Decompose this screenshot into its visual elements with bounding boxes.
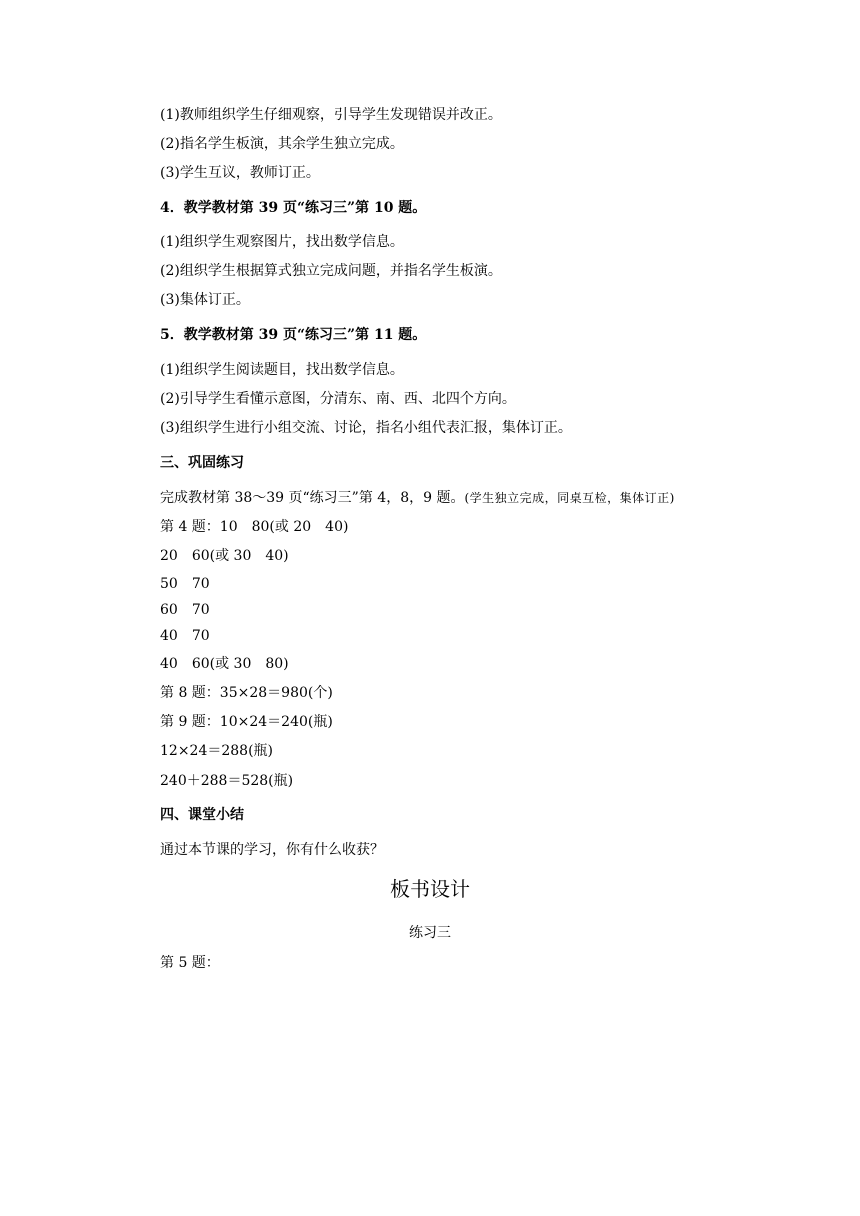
text-line: (2)指名学生板演，其余学生独立完成。 xyxy=(160,136,404,152)
answer-line: 50 70 xyxy=(160,576,210,592)
text-line: (1)教师组织学生仔细观察，引导学生发现错误并改正。 xyxy=(160,107,502,123)
answer-line: 第 4 题：10 80(或 20 40) xyxy=(160,519,349,535)
section-heading: 四、课堂小结 xyxy=(160,807,244,823)
answer-line: 60 70 xyxy=(160,602,210,618)
answer-line: 40 70 xyxy=(160,628,210,644)
board-design-subtitle: 练习三 xyxy=(409,925,451,941)
text-line: (2)组织学生根据算式独立完成问题，并指名学生板演。 xyxy=(160,263,502,279)
answer-line: 第 8 题：35×28＝980(个) xyxy=(160,685,333,701)
text-line xyxy=(160,489,675,507)
text-line: (1)组织学生观察图片，找出数学信息。 xyxy=(160,234,404,250)
answer-line: 20 60(或 30 40) xyxy=(160,548,289,564)
text-line-main: 完成教材第 38～39 页“练习三”第 4，8，9 题。 xyxy=(160,490,465,506)
board-design-title: 板书设计 xyxy=(390,877,470,901)
answer-line: 240＋288＝528(瓶) xyxy=(160,773,294,789)
section-heading: 三、巩固练习 xyxy=(160,455,244,471)
section-heading: 5．教学教材第 39 页“练习三”第 11 题。 xyxy=(160,327,427,343)
text-line: (1)组织学生阅读题目，找出数学信息。 xyxy=(160,362,404,378)
text-line: (3)组织学生进行小组交流、讨论，指名小组代表汇报，集体订正。 xyxy=(160,420,572,436)
text-line: (3)学生互议，教师订正。 xyxy=(160,165,320,181)
text-line: (3)集体订正。 xyxy=(160,292,250,308)
text-line: (2)引导学生看懂示意图，分清东、南、西、北四个方向。 xyxy=(160,391,516,407)
answer-line: 40 60(或 30 80) xyxy=(160,656,289,672)
answer-line: 12×24＝288(瓶) xyxy=(160,743,274,759)
text-line-note: (学生独立完成，同桌互检，集体订正) xyxy=(464,491,675,505)
text-line: 通过本节课的学习，你有什么收获？ xyxy=(160,842,384,858)
section-heading: 4．教学教材第 39 页“练习三”第 10 题。 xyxy=(160,200,427,216)
board-design-item: 第 5 题： xyxy=(160,955,220,971)
answer-line: 第 9 题：10×24＝240(瓶) xyxy=(160,714,333,730)
